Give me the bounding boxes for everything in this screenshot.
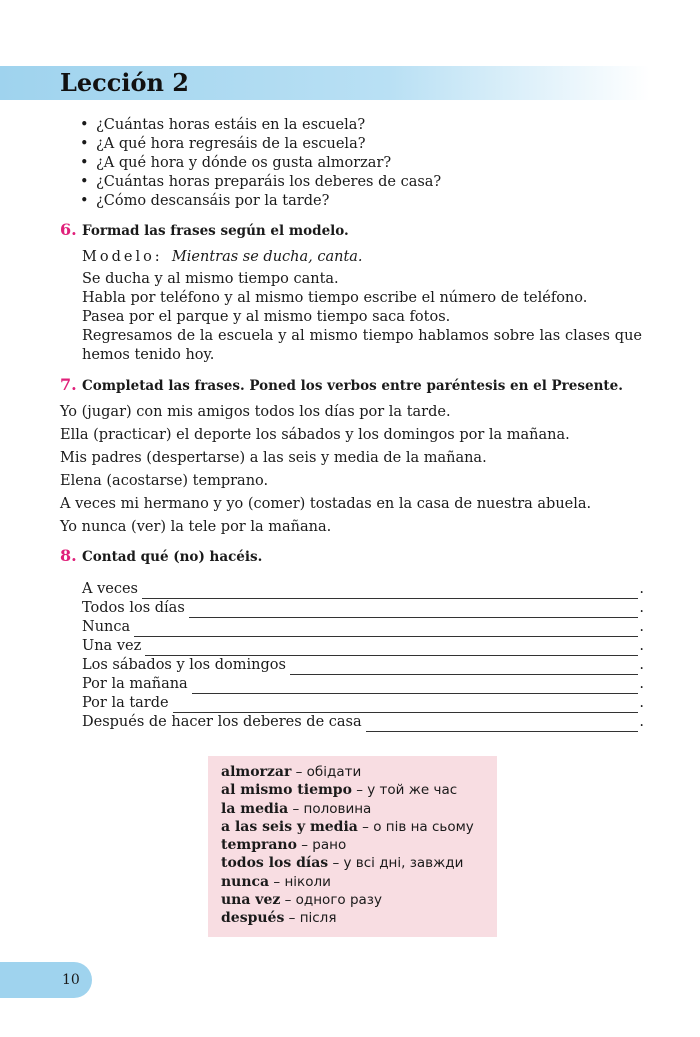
line-end: . bbox=[639, 695, 644, 711]
sentence: Pasea por el parque y al mismo tiempo saca fotos. bbox=[82, 309, 451, 325]
glossary-separator: – bbox=[357, 818, 374, 835]
glossary-separator: – bbox=[351, 782, 368, 799]
question-list bbox=[80, 116, 441, 211]
glossary-term: una vez bbox=[221, 892, 281, 909]
glossary-translation: о пів на сьому bbox=[373, 818, 474, 835]
line-end: . bbox=[639, 657, 644, 673]
list-item: • ¿Cómo descansáis por la tarde? bbox=[80, 192, 441, 211]
answer-line[interactable] bbox=[189, 603, 639, 618]
answer-row bbox=[82, 656, 644, 675]
model-label: Modelo: bbox=[82, 249, 163, 265]
sentence: Yo nunca (ver) la tele por la mañana. bbox=[60, 519, 332, 535]
sentence: Mis padres (despertarse) a las seis y media de la mañana. bbox=[60, 450, 487, 466]
glossary-translation: одного разу bbox=[295, 892, 382, 909]
glossary-separator: – bbox=[291, 764, 307, 780]
prompt: A veces bbox=[82, 581, 138, 597]
sentence: Yo (jugar) con mis amigos todos los días por la tarde. bbox=[60, 404, 451, 420]
glossary-entry bbox=[221, 909, 497, 927]
answer-line[interactable] bbox=[192, 679, 639, 694]
glossary-entry bbox=[221, 873, 497, 891]
page-number: 10 bbox=[62, 972, 80, 988]
answer-line[interactable] bbox=[134, 622, 638, 637]
glossary-entry bbox=[221, 891, 497, 909]
glossary-translation: половина bbox=[303, 800, 372, 817]
model-text: Mientras se ducha, canta. bbox=[171, 249, 363, 265]
glossary-entry bbox=[221, 763, 497, 781]
exercise-instruction: Contad qué (no) hacéis. bbox=[82, 549, 263, 565]
prompt: Por la mañana bbox=[82, 676, 188, 692]
exercise-6-heading bbox=[60, 220, 349, 241]
answer-line[interactable] bbox=[142, 584, 638, 599]
prompt: Una vez bbox=[82, 638, 142, 654]
glossary-translation: рано bbox=[312, 837, 347, 854]
answer-row bbox=[82, 694, 644, 713]
glossary-separator: – bbox=[269, 873, 285, 890]
glossary-term: a las seis y media bbox=[221, 818, 358, 835]
glossary-entry bbox=[221, 854, 497, 872]
exercise-8-heading bbox=[60, 546, 262, 567]
answer-line[interactable] bbox=[290, 660, 638, 675]
sentence: Regresamos de la escuela y al mismo tiempo hablamos sobre las clases que bbox=[82, 328, 642, 344]
list-item: • ¿Cuántas horas estáis en la escuela? bbox=[80, 116, 441, 135]
list-item: • ¿Cuántas horas preparáis los deberes de casa? bbox=[80, 173, 441, 192]
glossary-entry bbox=[221, 818, 497, 836]
answer-row bbox=[82, 713, 644, 732]
line-end: . bbox=[639, 714, 644, 730]
glossary-separator: – bbox=[284, 910, 300, 927]
sentence: A veces mi hermano y yo (comer) tostadas en la casa de nuestra abuela. bbox=[60, 496, 592, 512]
list-item: • ¿A qué hora regresáis de la escuela? bbox=[80, 135, 441, 154]
glossary-translation: ніколи bbox=[284, 873, 331, 890]
glossary-term: todos los días bbox=[221, 855, 329, 872]
prompt: Todos los días bbox=[82, 600, 185, 616]
answer-row bbox=[82, 637, 644, 656]
answer-line[interactable] bbox=[173, 698, 639, 713]
exercise-instruction: Completad las frases. Poned los verbos entre paréntesis en el Presente. bbox=[82, 378, 623, 394]
answer-row bbox=[82, 618, 644, 637]
glossary-term: nunca bbox=[221, 873, 270, 890]
line-end: . bbox=[639, 638, 644, 654]
answer-line[interactable] bbox=[366, 717, 639, 732]
glossary-separator: – bbox=[296, 837, 313, 854]
answer-row bbox=[82, 599, 644, 618]
line-end: . bbox=[639, 619, 644, 635]
glossary-term: almorzar bbox=[221, 764, 292, 780]
answer-row bbox=[82, 675, 644, 694]
vocabulary-box bbox=[208, 756, 497, 937]
sentence: Ella (practicar) el deporte los sábados y los domingos por la mañana. bbox=[60, 427, 570, 443]
prompt: Por la tarde bbox=[82, 695, 169, 711]
prompt: Después de hacer los deberes de casa bbox=[82, 714, 362, 730]
exercise-6-model bbox=[82, 248, 363, 267]
glossary-translation: після bbox=[299, 910, 337, 927]
exercise-number: 8. bbox=[60, 546, 77, 565]
glossary-translation: у всі дні, завжди bbox=[343, 855, 464, 872]
exercise-6-sentences bbox=[82, 270, 642, 365]
sentence: Elena (acostarse) temprano. bbox=[60, 473, 269, 489]
glossary-separator: – bbox=[280, 892, 296, 909]
line-end: . bbox=[639, 581, 644, 597]
glossary-term: la media bbox=[221, 800, 289, 817]
glossary-term: temprano bbox=[221, 837, 297, 854]
glossary-separator: – bbox=[288, 800, 304, 817]
glossary-entry bbox=[221, 800, 497, 818]
list-item: • ¿A qué hora y dónde os gusta almorzar? bbox=[80, 154, 441, 173]
answer-line[interactable] bbox=[145, 641, 638, 656]
exercise-7-heading bbox=[60, 375, 623, 396]
answer-row bbox=[82, 580, 644, 599]
lesson-title: Lección 2 bbox=[60, 68, 189, 97]
line-end: . bbox=[639, 600, 644, 616]
prompt: Los sábados y los domingos bbox=[82, 657, 286, 673]
sentence: Se ducha y al mismo tiempo canta. bbox=[82, 271, 339, 287]
exercise-8-answer-lines bbox=[82, 580, 644, 732]
glossary-separator: – bbox=[328, 855, 344, 872]
glossary-term: después bbox=[221, 910, 285, 927]
glossary-translation: у той же час bbox=[367, 782, 458, 799]
sentence: Habla por teléfono y al mismo tiempo escribe el número de teléfono. bbox=[82, 290, 588, 306]
exercise-number: 6. bbox=[60, 220, 77, 239]
exercise-instruction: Formad las frases según el modelo. bbox=[82, 223, 349, 239]
prompt: Nunca bbox=[82, 619, 131, 635]
exercise-number: 7. bbox=[60, 375, 77, 394]
sentence: hemos tenido hoy. bbox=[82, 347, 215, 363]
exercise-7-sentences bbox=[60, 401, 591, 539]
line-end: . bbox=[639, 676, 644, 692]
glossary-term: al mismo tiempo bbox=[221, 782, 352, 799]
glossary-entry bbox=[221, 836, 497, 854]
glossary-entry bbox=[221, 781, 497, 799]
glossary-translation: обідати bbox=[306, 764, 362, 780]
